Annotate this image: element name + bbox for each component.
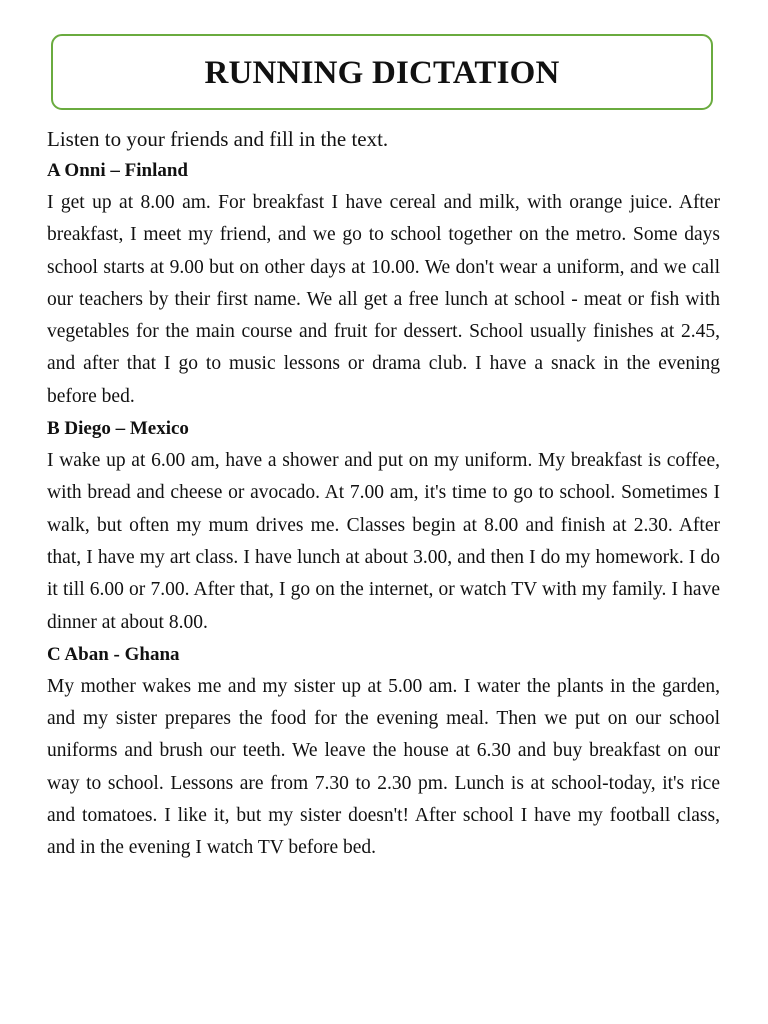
- section-onni: [47, 155, 720, 413]
- section-paragraph: My mother wakes me and my sister up at 5.00 am. I water the plants in the garden, and my sister prepares the food for the evening meal. Then we put on our school uniforms and brush our teeth. We leave the house at 6.30 and buy breakfast on our way to school. Lessons are from 7.30 to 2.30 pm. Lunch is at school-today, it's rice and tomatoes. I like it, but my sister doesn't! After school I have my football class, and in the evening I watch TV before bed.: [47, 675, 720, 859]
- title-box: [51, 34, 713, 110]
- section-heading: A Onni – Finland: [47, 160, 188, 181]
- instruction-text: Listen to your friends and fill in the text.: [47, 127, 389, 151]
- section-heading: B Diego – Mexico: [47, 418, 189, 440]
- section-paragraph: I wake up at 6.00 am, have a shower and put on my uniform. My breakfast is coffee, with bread and cheese or avocado. At 7.00 am, it's time to go to school. Sometimes I walk, but often my mum drives me. Classes begin at 8.00 and finish at 2.30. After that, I have my art class. I have lunch at about 3.00, and then I do my homework. I do it till 6.00 or 7.00. After that, I go on the internet, or watch TV with my family. I have dinner at about 8.00.: [47, 450, 720, 633]
- document-body: [47, 123, 720, 865]
- section-paragraph: I get up at 8.00 am. For breakfast I have cereal and milk, with orange juice. After breakfast, I meet my friend, and we go to school together on the metro. Some days school starts at 9.00 but on other days at 10.00. We don't wear a uniform, and we call our teachers by their first name. We all get a free lunch at school - meat or fish with vegetables for the main course and fruit for dessert. School usually finishes at 2.45, and after that I go to music lessons or drama club. I have a snack in the evening before bed.: [47, 192, 720, 407]
- section-diego: [47, 413, 720, 639]
- section-aban: [47, 639, 720, 865]
- section-heading: C Aban - Ghana: [47, 643, 180, 665]
- page-title: RUNNING DICTATION: [204, 54, 560, 91]
